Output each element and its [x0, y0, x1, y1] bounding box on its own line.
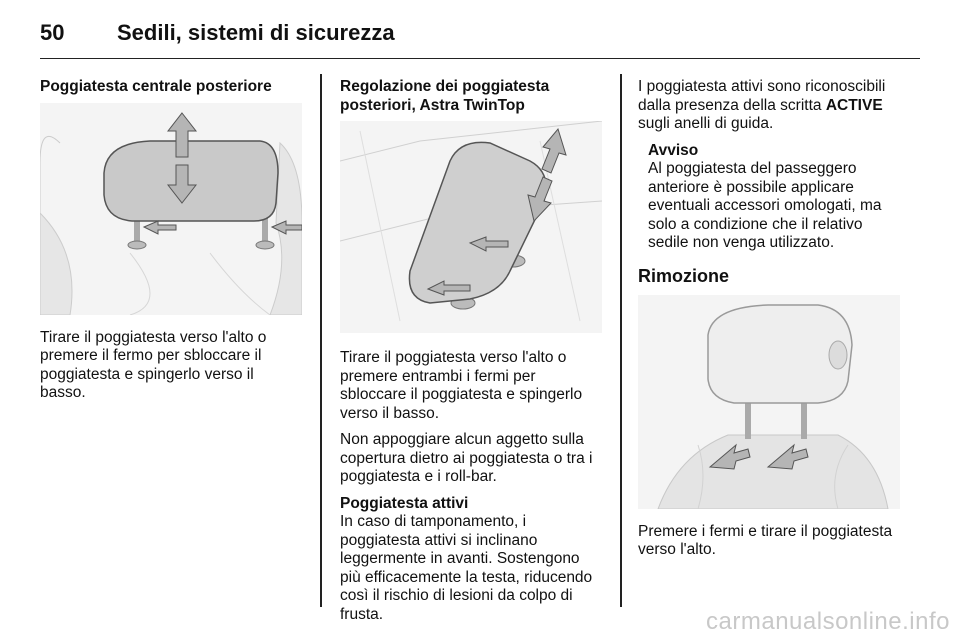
- active-label: ACTIVE: [825, 96, 883, 114]
- instruction-text: Tirare il poggiatesta verso l'alto o premere entrambi i fermi per sbloccare il poggiatesta e spingerlo verso il basso.: [340, 349, 583, 422]
- column-rear-headrest-adjustment: [340, 78, 602, 624]
- intro-text-end: sugli anelli di guida.: [638, 115, 774, 132]
- removal-instruction-text: Premere i fermi e tirare il poggiatesta verso l'alto.: [638, 522, 893, 558]
- column-divider-right: [620, 74, 622, 607]
- notice-text: Al poggiatesta del passeggero anteriore è possibile applicare eventuali accessori omologati, ma solo a condizione che il relativo sedile non venga utilizzato.: [648, 160, 882, 251]
- warning-text: Non appoggiare alcun aggetto sulla copertura dietro ai poggiatesta o tra i poggiatesta e i roll-bar.: [340, 431, 593, 485]
- center-headrest-illustration: [40, 103, 302, 315]
- active-headrest-text: In caso di tamponamento, i poggiatesta attivi si inclinano leggermente in avanti. Sostengono più efficacemente la testa, riducendo così il rischio di lesioni da colpo di frusta.: [340, 513, 593, 623]
- intro-text-start: I poggiatesta attivi sono riconoscibili dalla presenza della scritta: [638, 78, 886, 114]
- column-center-headrest: [40, 78, 302, 403]
- twintop-headrest-illustration: [340, 121, 602, 333]
- removal-heading: Rimozione: [638, 265, 730, 286]
- notice-title: Avviso: [648, 141, 699, 159]
- active-intro-text: [638, 78, 904, 134]
- column-divider-left: [320, 74, 322, 607]
- headrest-removal-illustration: [638, 295, 900, 509]
- instruction-text: Tirare il poggiatesta verso l'alto o premere il fermo per sbloccare il poggiatesta e spingerlo verso il basso.: [40, 328, 267, 401]
- page-number: 50: [40, 20, 65, 45]
- watermark-logo: carmanualsonline.info: [706, 608, 950, 635]
- notice-box: [638, 142, 904, 253]
- chapter-title: Sedili, sistemi di sicurezza: [117, 20, 395, 45]
- page-header: [40, 18, 920, 59]
- active-headrest-heading: Poggiatesta attivi: [340, 494, 469, 512]
- column-active-headrest-removal: [638, 78, 904, 560]
- section-heading: Regolazione dei poggiatesta posteriori, Astra TwinTop: [340, 78, 550, 114]
- section-heading: Poggiatesta centrale posteriore: [40, 78, 272, 95]
